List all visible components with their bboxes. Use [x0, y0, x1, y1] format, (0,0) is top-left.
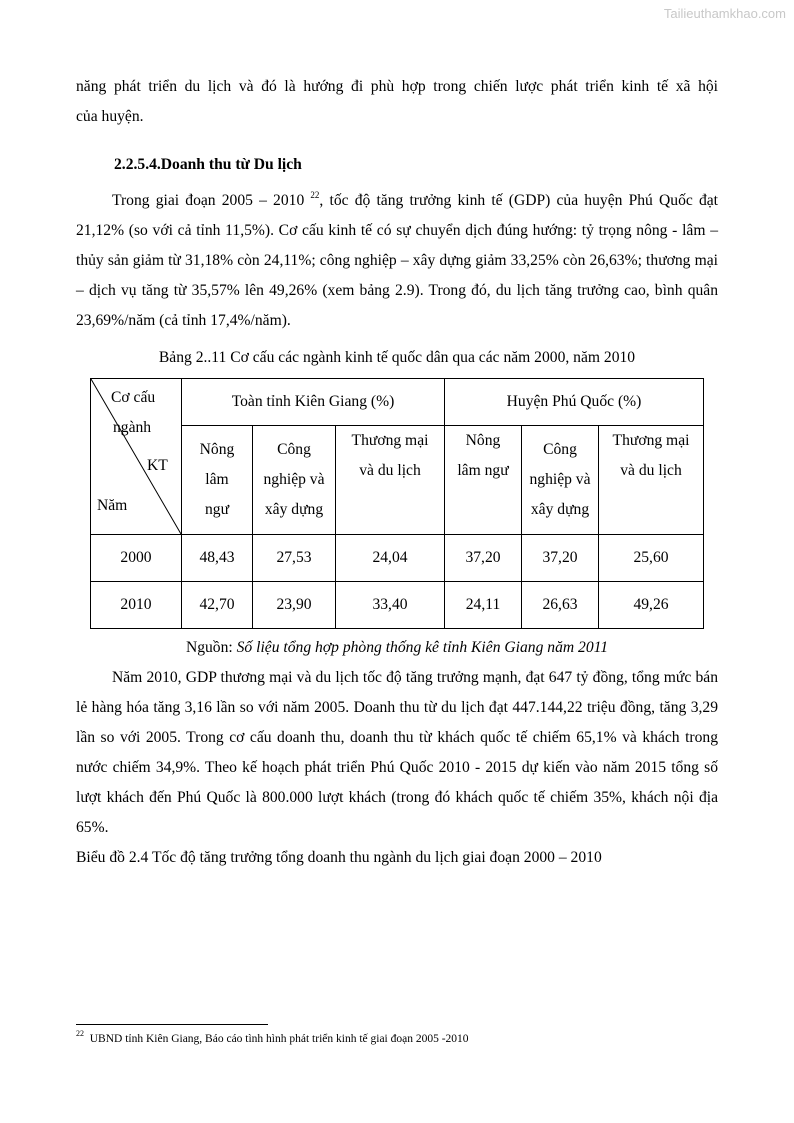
- table-row: [91, 535, 704, 582]
- table-header-row: [91, 379, 704, 426]
- group-header-province: Toàn tỉnh Kiên Giang (%): [182, 379, 445, 426]
- footnote-divider: [76, 1024, 268, 1025]
- page-content: [76, 72, 718, 873]
- source-text: Số liệu tổng hợp phòng thống kê tỉnh Kiên Giang năm 2011: [236, 639, 609, 656]
- source-prefix: Nguồn:: [185, 639, 237, 656]
- economic-structure-table: [90, 378, 704, 629]
- subheader-industry-province: Công nghiệp và xây dựng: [253, 426, 336, 535]
- subheader-trade-phu-quoc: Thương mại và du lịch: [599, 426, 704, 535]
- watermark: Tailieuthamkhao.com: [663, 6, 786, 21]
- year-cell: 2000: [91, 535, 182, 582]
- footnote-text: UBND tỉnh Kiên Giang, Báo cáo tình hình phát triển kinh tế giai đoạn 2005 -2010: [89, 1033, 469, 1045]
- paragraph-gdp-start: Trong giai đoạn 2005 – 2010: [112, 192, 311, 209]
- intro-line-1: năng phát triển du lịch và đó là hướng đi phù hợp trong chiến lược phát triển kinh tế xã hội: [76, 78, 718, 95]
- footnote-ref[interactable]: 22: [310, 189, 320, 200]
- corner-label-year: Năm: [97, 497, 128, 514]
- footnote: [76, 1031, 469, 1047]
- value-cell: 24,11: [445, 582, 522, 629]
- value-cell: 27,53: [253, 535, 336, 582]
- group-header-phu-quoc: Huyện Phú Quốc (%): [445, 379, 704, 426]
- table-corner-cell: [91, 379, 182, 535]
- subheader-trade-province: Thương mại và du lịch: [336, 426, 445, 535]
- subheader-industry-phu-quoc: Công nghiệp và xây dựng: [522, 426, 599, 535]
- value-cell: 42,70: [182, 582, 253, 629]
- value-cell: 33,40: [336, 582, 445, 629]
- corner-label-sector: ngành: [113, 419, 152, 436]
- table-subheader-row: [91, 426, 704, 535]
- corner-label-kt: KT: [147, 457, 168, 474]
- paragraph-revenue: Năm 2010, GDP thương mại và du lịch tốc độ tăng trưởng mạnh, đạt 647 tỷ đồng, tổng mức bán lẻ hàng hóa tăng 3,16 lần so với năm 2005. Doanh thu từ du lịch đạt 447.144,22 triệu đồng, tăng 3,29 lần so với 2005. Trong cơ cấu doanh thu, doanh thu từ khách quốc tế chiếm 65,1% và khách trong nước chiếm 34,9%. Theo kế hoạch phát triển Phú Quốc 2010 - 2015 dự kiến vào năm 2015 tổng số lượt khách đến Phú Quốc là 800.000 lượt khách (trong đó khách quốc tế chiếm 35%, khách nội địa 65%.: [76, 669, 718, 836]
- paragraph-gdp-rest: , tốc độ tăng trưởng kinh tế (GDP) của huyện Phú Quốc đạt 21,12% (so với cả tỉnh 11,5%). Cơ cấu kinh tế có sự chuyển dịch đúng hướng: tỷ trọng nông - lâm – thủy sản giảm từ 31,18% còn 24,11%; công nghiệp – xây dựng giảm 33,25% còn 26,63%; thương mại – dịch vụ tăng từ 35,57% lên 49,26% (xem bảng 2.9). Trong đó, du lịch tăng trưởng cao, bình quân 23,69%/năm (cả tỉnh 17,4%/năm).: [76, 192, 718, 329]
- paragraph-gdp: [76, 186, 718, 336]
- value-cell: 37,20: [522, 535, 599, 582]
- footnote-number: 22: [76, 1029, 84, 1039]
- value-cell: 37,20: [445, 535, 522, 582]
- value-cell: 24,04: [336, 535, 445, 582]
- section-title: 2.2.5.4.Doanh thu từ Du lịch: [114, 156, 302, 173]
- intro-line-2: của huyện.: [76, 108, 144, 125]
- year-cell: 2010: [91, 582, 182, 629]
- subheader-agriculture-phu-quoc: Nông lâm ngư: [445, 426, 522, 535]
- chart-title: Biểu đồ 2.4 Tốc độ tăng trưởng tổng doanh thu ngành du lịch giai đoạn 2000 – 2010: [76, 849, 602, 866]
- value-cell: 26,63: [522, 582, 599, 629]
- subheader-agriculture-province: Nông lâm ngư: [182, 426, 253, 535]
- value-cell: 23,90: [253, 582, 336, 629]
- corner-label-structure: Cơ cấu: [111, 389, 156, 406]
- value-cell: 25,60: [599, 535, 704, 582]
- table-source: [76, 633, 718, 663]
- table-row: [91, 582, 704, 629]
- table-caption: Bảng 2..11 Cơ cấu các ngành kinh tế quốc dân qua các năm 2000, năm 2010: [158, 349, 636, 366]
- value-cell: 48,43: [182, 535, 253, 582]
- value-cell: 49,26: [599, 582, 704, 629]
